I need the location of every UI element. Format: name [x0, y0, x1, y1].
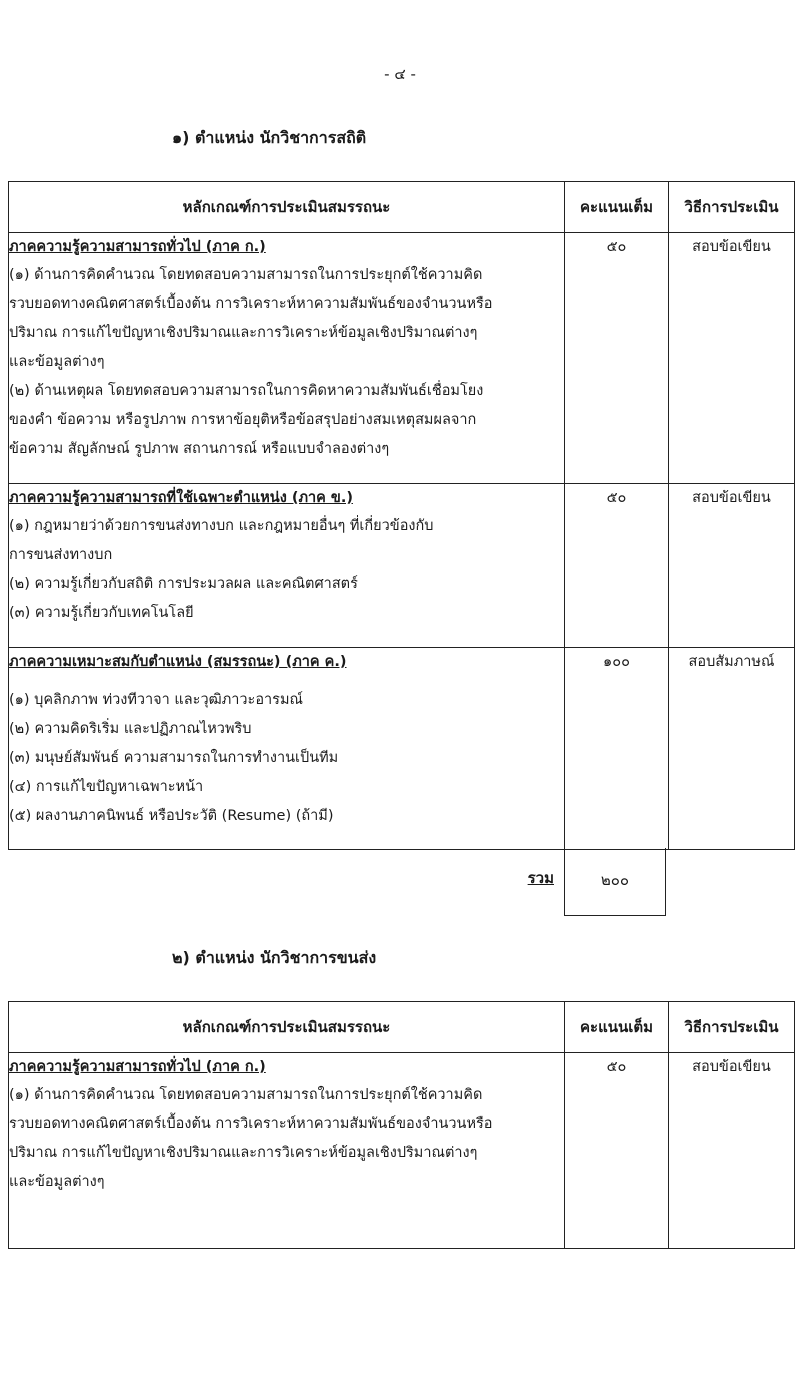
criteria-line: ปริมาณ การแก้ไขปัญหาเชิงปริมาณและการวิเคราะห์ข้อมูลเชิงปริมาณต่างๆ	[9, 325, 478, 341]
criteria-line: รวบยอดทางคณิตศาสตร์เบื้องต้น การวิเคราะห์หาความสัมพันธ์ของจำนวนหรือ	[9, 296, 493, 312]
criteria-line: (๒) ด้านเหตุผล โดยทดสอบความสามารถในการคิดหาความสัมพันธ์เชื่อมโยง	[9, 383, 484, 399]
criteria-line: ของคำ ข้อความ หรือรูปภาพ การหาข้อยุติหรือข้อสรุปอย่างสมเหตุสมผลจาก	[9, 412, 477, 428]
criteria-table	[8, 1001, 795, 1249]
criteria-line: (๔) การแก้ไขปัญหาเฉพาะหน้า	[9, 779, 204, 795]
total-score: ๒๐๐	[564, 848, 666, 916]
criteria-line: และข้อมูลต่างๆ	[9, 354, 105, 370]
criteria-cell	[9, 1053, 565, 1249]
criteria-line: (๑) กฎหมายว่าด้วยการขนส่งทางบก และกฎหมายอื่นๆ ที่เกี่ยวข้องกับ	[9, 518, 434, 534]
table-header-row	[9, 182, 795, 233]
criteria-header: หลักเกณฑ์การประเมินสมรรถนะ	[9, 1002, 565, 1053]
method-cell: สอบสัมภาษณ์	[669, 648, 795, 850]
score-header: คะแนนเต็ม	[565, 1002, 669, 1053]
criteria-cell	[9, 233, 565, 484]
score-cell: ๑๐๐	[565, 648, 669, 850]
section-title: ๑) ตำแหน่ง นักวิชาการสถิติ	[172, 128, 367, 147]
criteria-line: (๑) บุคลิกภาพ ท่วงทีวาจา และวุฒิภาวะอารมณ์	[9, 692, 303, 708]
criteria-line: ปริมาณ การแก้ไขปัญหาเชิงปริมาณและการวิเคราะห์ข้อมูลเชิงปริมาณต่างๆ	[9, 1145, 478, 1161]
table-row	[9, 484, 795, 648]
score-cell: ๕๐	[565, 233, 669, 484]
score-cell: ๕๐	[565, 1053, 669, 1249]
table-header-row	[9, 1002, 795, 1053]
criteria-line: (๒) ความคิดริเริ่ม และปฏิภาณไหวพริบ	[9, 721, 252, 737]
criteria-heading: ภาคความรู้ความสามารถทั่วไป (ภาค ก.)	[9, 1059, 266, 1075]
table-row	[9, 1053, 795, 1249]
score-cell: ๕๐	[565, 484, 669, 648]
method-cell: สอบข้อเขียน	[669, 484, 795, 648]
criteria-line: (๓) ความรู้เกี่ยวกับเทคโนโลยี	[9, 605, 194, 621]
method-cell: สอบข้อเขียน	[669, 233, 795, 484]
method-header: วิธีการประเมิน	[669, 1002, 795, 1053]
criteria-line: (๒) ความรู้เกี่ยวกับสถิติ การประมวลผล และคณิตศาสตร์	[9, 576, 358, 592]
score-header: คะแนนเต็ม	[565, 182, 669, 233]
total-label: รวม	[527, 869, 554, 887]
criteria-cell	[9, 648, 565, 850]
criteria-heading: ภาคความรู้ความสามารถทั่วไป (ภาค ก.)	[9, 239, 266, 255]
criteria-heading: ภาคความรู้ความสามารถที่ใช้เฉพาะตำแหน่ง (ภาค ข.)	[9, 490, 353, 506]
criteria-table	[8, 181, 795, 850]
criteria-cell	[9, 484, 565, 648]
criteria-line: (๕) ผลงานภาคนิพนธ์ หรือประวัติ (Resume) (ถ้ามี)	[9, 808, 334, 824]
criteria-line: ข้อความ สัญลักษณ์ รูปภาพ สถานการณ์ หรือแบบจำลองต่างๆ	[9, 441, 390, 457]
criteria-line: (๑) ด้านการคิดคำนวณ โดยทดสอบความสามารถในการประยุกต์ใช้ความคิด	[9, 1087, 483, 1103]
criteria-line: และข้อมูลต่างๆ	[9, 1174, 105, 1190]
criteria-heading: ภาคความเหมาะสมกับตำแหน่ง (สมรรถนะ) (ภาค ค.)	[9, 654, 347, 670]
criteria-line: (๑) ด้านการคิดคำนวณ โดยทดสอบความสามารถในการประยุกต์ใช้ความคิด	[9, 267, 483, 283]
criteria-line: (๓) มนุษย์สัมพันธ์ ความสามารถในการทำงานเป็นทีม	[9, 750, 339, 766]
method-header: วิธีการประเมิน	[669, 182, 795, 233]
criteria-header: หลักเกณฑ์การประเมินสมรรถนะ	[9, 182, 565, 233]
table-row	[9, 233, 795, 484]
criteria-line: รวบยอดทางคณิตศาสตร์เบื้องต้น การวิเคราะห์หาความสัมพันธ์ของจำนวนหรือ	[9, 1116, 493, 1132]
section-title: ๒) ตำแหน่ง นักวิชาการขนส่ง	[172, 948, 377, 967]
criteria-line: การขนส่งทางบก	[9, 547, 113, 563]
table-row	[9, 648, 795, 850]
page-number: - ๔ -	[384, 65, 416, 83]
method-cell: สอบข้อเขียน	[669, 1053, 795, 1249]
